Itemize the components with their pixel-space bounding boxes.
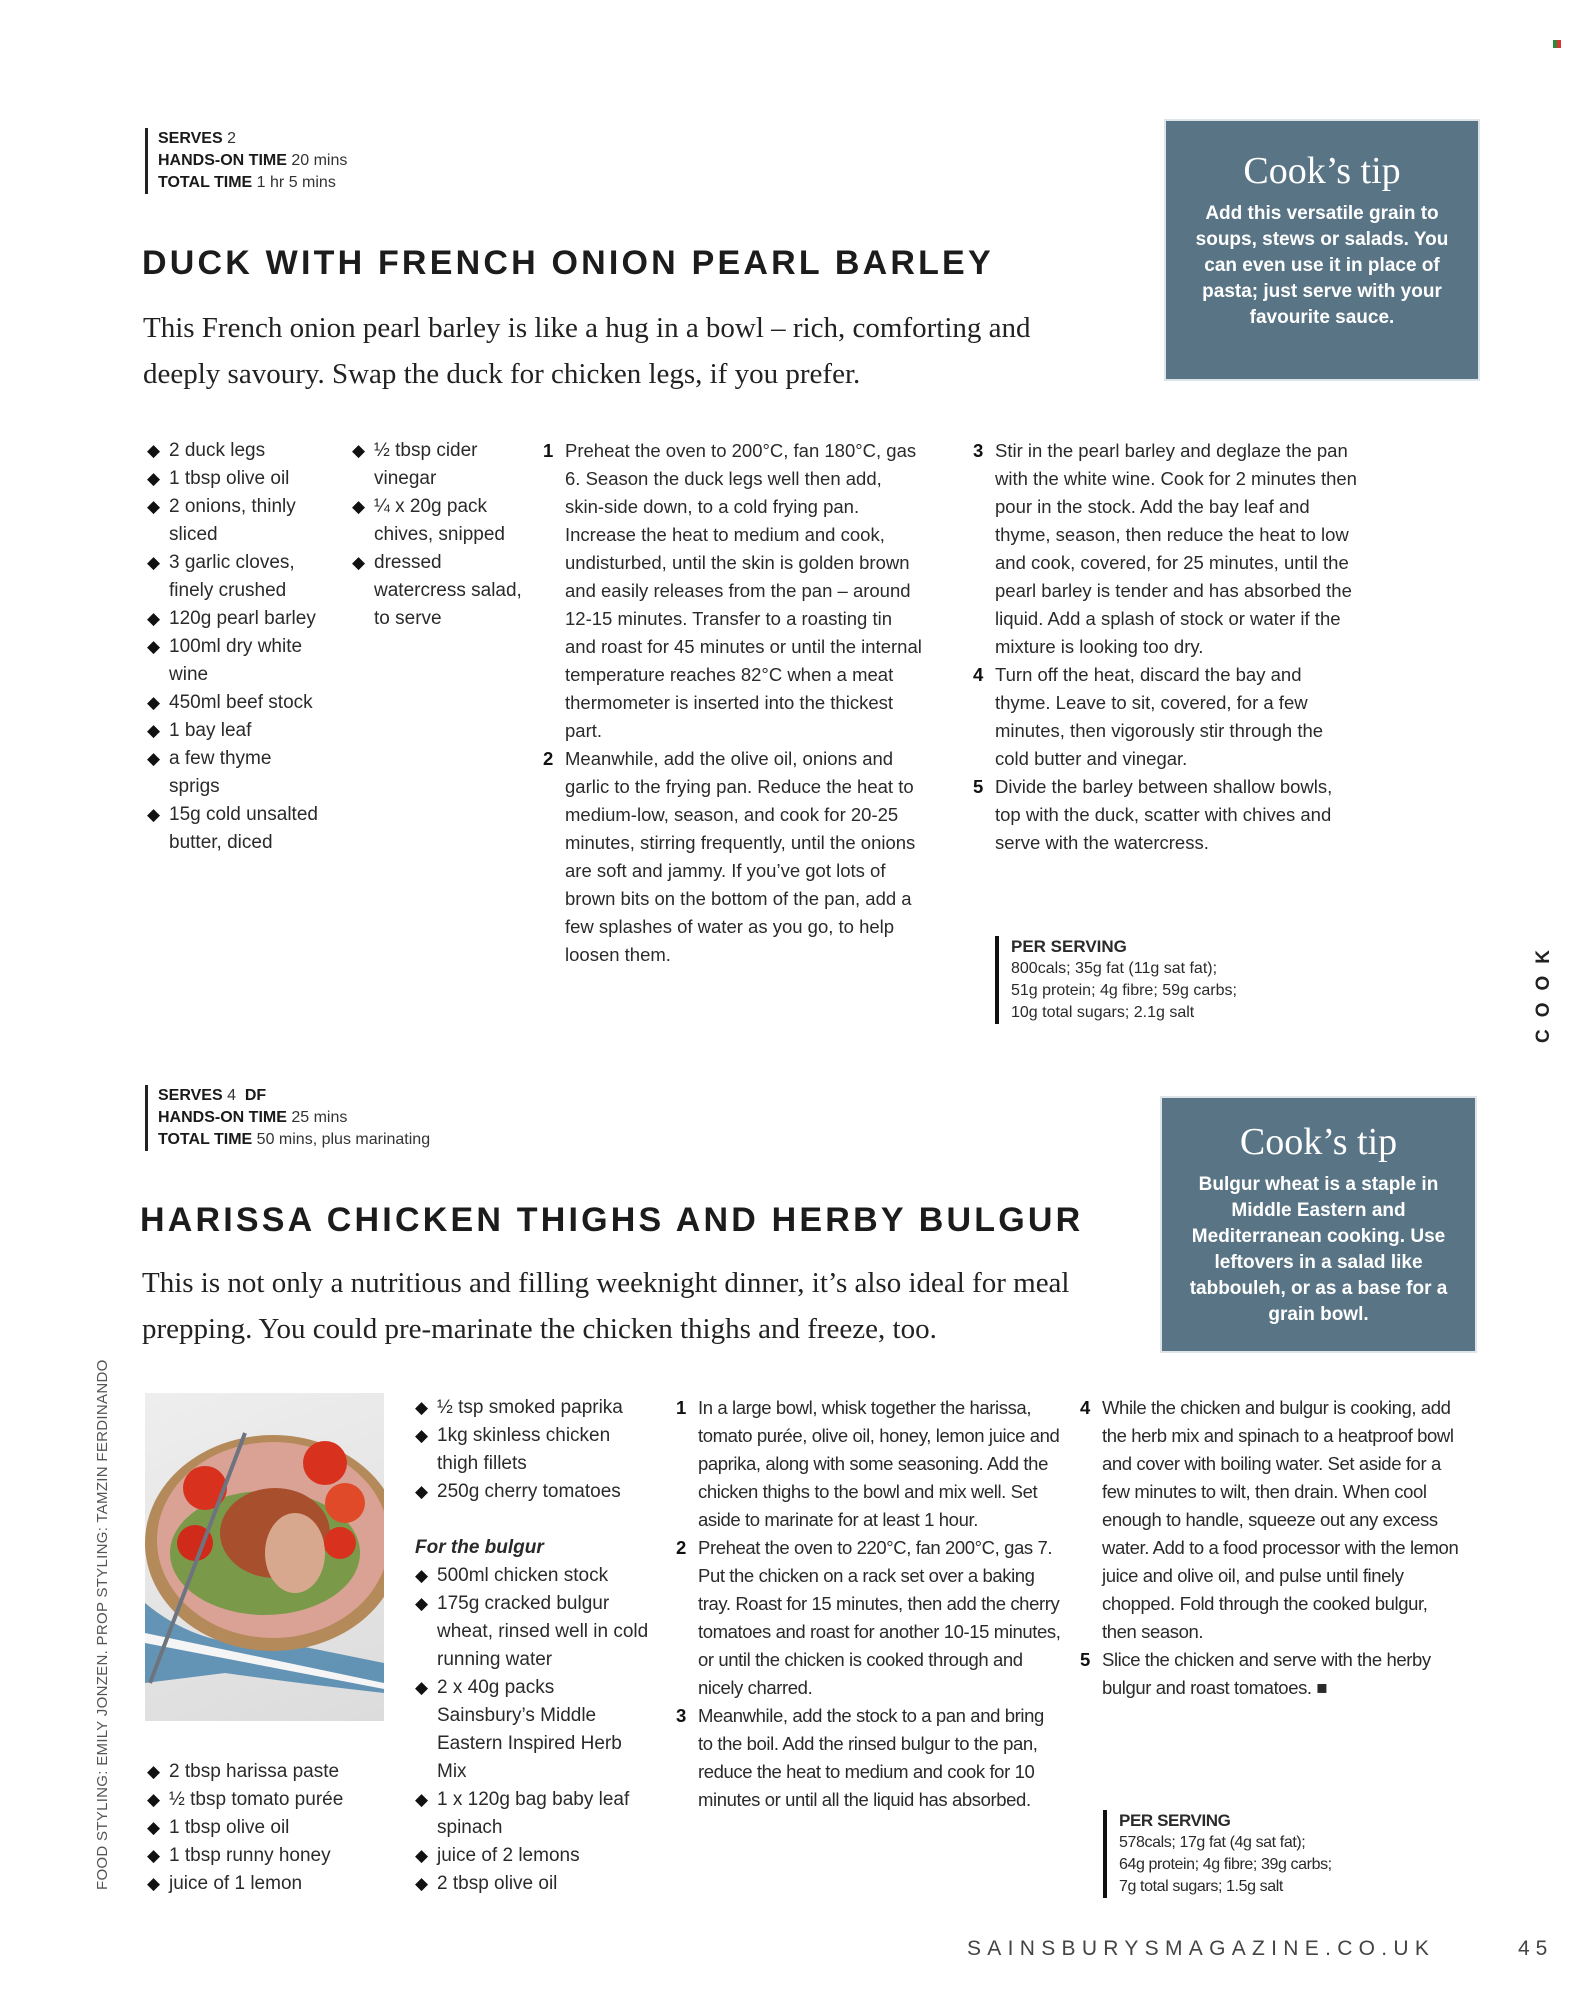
ingredient-item: ◆ 15g cold unsalted butter, diced [147,801,327,857]
ingredient-item: ◆ 2 duck legs [147,437,327,465]
serves-value: 2 [227,130,236,147]
recipe2-per-serving [1103,1810,1332,1898]
recipe1-cooks-tip [1166,121,1478,379]
serves-value: 4 [227,1087,236,1104]
method-step [973,773,1358,857]
ingredient-item: ◆ juice of 1 lemon [147,1870,387,1898]
ingredient-item: ◆ ½ tbsp cider vinegar [352,437,527,493]
ingredient-item: ◆ ¼ x 20g pack chives, snipped [352,493,527,549]
dairy-free-badge: DF [244,1087,267,1104]
nutrition-line: 64g protein; 4g fibre; 39g carbs; [1119,1856,1332,1873]
ingredient-item: ◆ juice of 2 lemons [415,1842,655,1870]
hands-on-value: 25 mins [291,1109,348,1126]
colour-marker-icon [1553,40,1561,48]
method-step [973,661,1358,773]
step-number: 5 [973,776,984,797]
recipe2-steps-col2 [1080,1394,1465,1702]
ingredient-item: ◆ 2 onions, thinly sliced [147,493,327,549]
step-number: 4 [1080,1397,1090,1418]
per-serving-label: PER SERVING [1011,937,1127,956]
page-number: 45 [1518,1937,1554,1960]
method-step [973,437,1358,661]
tip-heading: Cook’s tip [1243,150,1401,192]
method-step [1080,1646,1465,1702]
bulgur-ingredients [415,1562,655,1898]
ingredient-item: ◆ 2 x 40g packs Sainsbury’s Middle Eastern Inspired Herb Mix [415,1674,655,1786]
hands-on-label: HANDS-ON TIME [158,152,287,169]
step-number: 2 [543,748,554,769]
nutrition-line: 578cals; 17g fat (4g sat fat); [1119,1834,1306,1851]
recipe2-ingredients-col2-wrap [415,1394,655,1898]
recipe1-meta [145,128,347,194]
method-step [543,745,923,969]
ingredient-item: ◆ 120g pearl barley [147,605,327,633]
tip-heading: Cook’s tip [1239,1121,1398,1163]
ingredient-item: ◆ 500ml chicken stock [415,1562,655,1590]
step-number: 4 [973,664,984,685]
step-text: Meanwhile, add the stock to a pan and bring to the boil. Add the rinsed bulgur to the pan, reduce the heat to medium and cook for 10 minutes or until all the liquid has absorbed. [698,1705,1044,1810]
recipe2-meta [145,1085,430,1151]
ingredient-item: ◆ 1 x 120g bag baby leaf spinach [415,1786,655,1842]
nutrition-line: 51g protein; 4g fibre; 59g carbs; [1011,982,1237,999]
step-text: Meanwhile, add the olive oil, onions and garlic to the frying pan. Reduce the heat to medium-low, season, and cook for 20-25 minutes, stirring frequently, until the onions are soft and jammy. If you’ve got lots of brown bits on the bottom of the pan, add a few splashes of water as you go, to help loosen them. [565,748,916,965]
ingredient-item: ◆ 2 tbsp olive oil [415,1870,655,1898]
step-text: Turn off the heat, discard the bay and thyme. Leave to sit, covered, for a few minutes, then vigorously stir through the cold butter and vinegar. [995,664,1324,769]
ingredient-item: ◆ ½ tbsp tomato purée [147,1786,387,1814]
hands-on-value: 20 mins [291,152,348,169]
step-text: Preheat the oven to 200°C, fan 180°C, gas 6. Season the duck legs well then add, skin-side down, to a cold frying pan. Increase the heat to medium and cook, undisturbed, until the skin is golden brown and easily releases from the pan – around 12-15 minutes. Transfer to a roasting tin and roast for 45 minutes or until the internal temperature reaches 82°C when a meat thermometer is inserted into the thickest part. [565,440,922,741]
recipe1-steps-col1 [543,437,923,969]
step-text: Slice the chicken and serve with the herby bulgur and roast tomatoes. ■ [1102,1649,1431,1698]
nutrition-line: 7g total sugars; 1.5g salt [1119,1878,1283,1895]
recipe2-ingredients-col1 [147,1758,387,1898]
step-number: 3 [676,1705,686,1726]
footer-website: SAINSBURYSMAGAZINE.CO.UK [967,1937,1436,1960]
serves-label: SERVES [158,1087,223,1104]
ingredient-item: ◆ 1 tbsp runny honey [147,1842,387,1870]
recipe2-title: HARISSA CHICKEN THIGHS AND HERBY BULGUR [140,1201,1084,1239]
nutrition-line: 800cals; 35g fat (11g sat fat); [1011,960,1218,977]
method-step [676,1394,1061,1534]
recipe1-ingredients-col1 [147,437,327,857]
ingredient-item: ◆ 1 bay leaf [147,717,327,745]
step-text: Stir in the pearl barley and deglaze the pan with the white wine. Cook for 2 minutes then pour in the stock. Add the bay leaf and thyme, season, then reduce the heat to low and cook, covered, for 25 minutes, until the pearl barley is tender and has absorbed the liquid. Add a splash of stock or water if the mixture is looking too dry. [995,440,1357,657]
step-text: While the chicken and bulgur is cooking, add the herb mix and spinach to a heatproof bowl and cover with boiling water. Set aside for a few minutes to wilt, then drain. When cool enough to handle, squeeze out any excess water. Add to a food processor with the lemon juice and olive oil, and pulse until finely chopped. Fold through the cooked bulgur, then season. [1102,1397,1459,1642]
recipe2-ingredients-col2 [415,1394,655,1506]
recipe2-steps-col1 [676,1394,1061,1814]
section-tab-cook: COOK [1533,938,1554,1043]
total-time-label: TOTAL TIME [158,1131,253,1148]
per-serving-label: PER SERVING [1119,1811,1231,1830]
step-number: 2 [676,1537,686,1558]
ingredient-item: ◆ dressed watercress salad, to serve [352,549,527,633]
ingredient-item: ◆ 175g cracked bulgur wheat, rinsed well in cold running water [415,1590,655,1674]
recipe2-cooks-tip [1162,1098,1475,1351]
recipe2-photo [145,1393,384,1721]
recipe1-intro: This French onion pearl barley is like a hug in a bowl – rich, comforting and deeply savoury. Swap the duck for chicken legs, if you prefer. [143,312,1031,390]
step-text: Preheat the oven to 220°C, fan 200°C, gas 7. Put the chicken on a rack set over a baking tray. Roast for 15 minutes, then add the cherry tomatoes and roast for another 10-15 minutes, or until the chicken is cooked through and nicely charred. [698,1537,1061,1698]
method-step [676,1534,1061,1702]
serves-label: SERVES [158,130,223,147]
step-text: In a large bowl, whisk together the harissa, tomato purée, olive oil, honey, lemon juice and paprika, along with some seasoning. Add the chicken thighs to the bowl and mix well. Set aside to marinate for at least 1 hour. [698,1397,1060,1530]
method-step [543,437,923,745]
step-number: 1 [543,440,554,461]
recipe1-ingredients-col2 [352,437,527,633]
step-text: Divide the barley between shallow bowls, top with the duck, scatter with chives and serve with the watercress. [995,776,1333,853]
total-time-value: 1 hr 5 mins [256,174,336,191]
harissa-chicken-plate-image [145,1393,384,1721]
step-number: 5 [1080,1649,1090,1670]
recipe1-title: DUCK WITH FRENCH ONION PEARL BARLEY [142,244,994,282]
recipe1-steps-col2 [973,437,1358,857]
ingredient-item: ◆ 100ml dry white wine [147,633,327,689]
ingredient-item: ◆ 2 tbsp harissa paste [147,1758,387,1786]
tip-text: Add this versatile grain to soups, stews or salads. You can even use it in place of pasta; just serve with your favourite sauce. [1195,203,1449,328]
nutrition-line: 10g total sugars; 2.1g salt [1011,1004,1195,1021]
step-number: 1 [676,1397,686,1418]
ingredient-item: ◆ 3 garlic cloves, finely crushed [147,549,327,605]
ingredient-item: ◆ 1kg skinless chicken thigh fillets [415,1422,655,1478]
ingredient-item: ◆ ½ tsp smoked paprika [415,1394,655,1422]
ingredient-item: ◆ 250g cherry tomatoes [415,1478,655,1506]
method-step [1080,1394,1465,1646]
hands-on-label: HANDS-ON TIME [158,1109,287,1126]
ingredient-item: ◆ 1 tbsp olive oil [147,465,327,493]
total-time-value: 50 mins, plus marinating [256,1131,431,1148]
recipe2-intro: This is not only a nutritious and filling weeknight dinner, it’s also ideal for meal prepping. You could pre-marinate the chicken thighs and freeze, too. [142,1267,1070,1345]
method-step [676,1702,1061,1814]
photo-credits: FOOD STYLING: EMILY JONZEN. PROP STYLING: TAMZIN FERDINANDO [94,1359,111,1890]
total-time-label: TOTAL TIME [158,174,253,191]
ingredient-item: ◆ 1 tbsp olive oil [147,1814,387,1842]
ingredient-item: ◆ 450ml beef stock [147,689,327,717]
ingredient-item: ◆ a few thyme sprigs [147,745,327,801]
recipe1-per-serving [995,936,1237,1024]
tip-text: Bulgur wheat is a staple in Middle Eastern and Mediterranean cooking. Use leftovers in a salad like tabbouleh, or as a base for a grain bowl. [1189,1174,1448,1325]
step-number: 3 [973,440,984,461]
bulgur-subheading: For the bulgur [415,1537,544,1558]
